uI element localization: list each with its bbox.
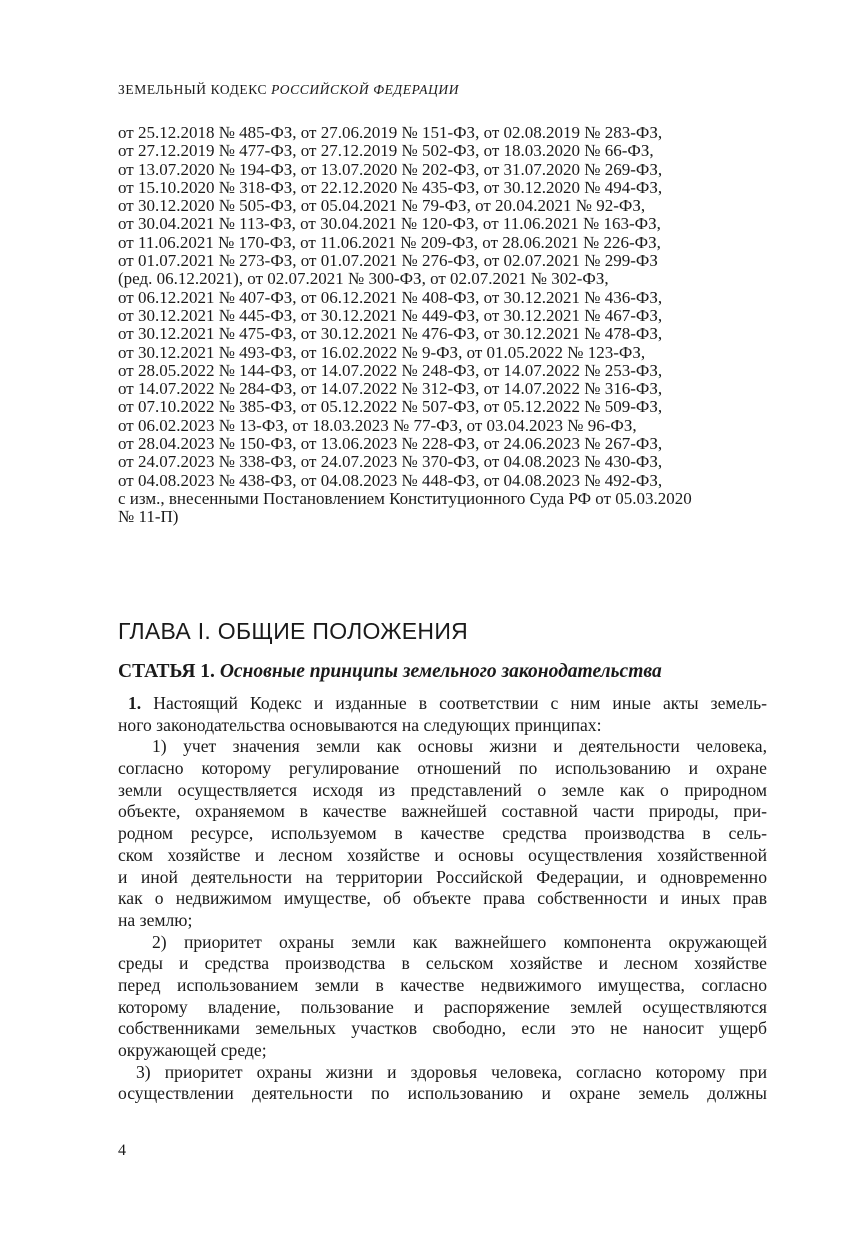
- list-item-line: собственниками земельных участков свободно, если это не наносит ущерб: [118, 1018, 767, 1039]
- amendment-line: от 30.12.2021 № 493-ФЗ, от 16.02.2022 № 9-ФЗ, от 01.05.2022 № 123-ФЗ,: [118, 342, 646, 362]
- article-body: [118, 693, 767, 1105]
- amendments-list: [118, 124, 758, 527]
- amendment-line: № 11-П): [118, 507, 179, 527]
- article-heading: [118, 661, 662, 683]
- list-item-line: родном ресурсе, используемом в качестве средства производства в сель-: [118, 823, 767, 844]
- article-title: Основные принципы земельного законодательства: [219, 661, 662, 682]
- list-item-line: 2) приоритет охраны земли как важнейшего компонента окружающей: [152, 931, 767, 952]
- amendment-line: от 14.07.2022 № 284-ФЗ, от 14.07.2022 № 312-ФЗ, от 14.07.2022 № 316-ФЗ,: [118, 379, 663, 399]
- running-header-caps: ЗЕМЕЛЬНЫЙ КОДЕКС: [118, 82, 272, 97]
- list-item-line: на землю;: [118, 909, 193, 930]
- amendment-line: от 27.12.2019 № 477-ФЗ, от 27.12.2019 № 502-ФЗ, от 18.03.2020 № 66-ФЗ,: [118, 141, 654, 161]
- amendment-line: от 06.02.2023 № 13-ФЗ, от 18.03.2023 № 77-ФЗ, от 03.04.2023 № 96-ФЗ,: [118, 415, 637, 435]
- paragraph-number: 1.: [128, 693, 142, 713]
- amendment-line: от 15.10.2020 № 318-ФЗ, от 22.12.2020 № 435-ФЗ, от 30.12.2020 № 494-ФЗ,: [118, 177, 663, 197]
- amendment-line: от 01.07.2021 № 273-ФЗ, от 01.07.2021 № 276-ФЗ, от 02.07.2021 № 299-ФЗ: [118, 251, 658, 271]
- running-header-italic: РОССИЙСКОЙ ФЕДЕРАЦИИ: [271, 82, 460, 97]
- list-item-line: которому владение, пользование и распоряжение землей осуществляются: [118, 996, 767, 1017]
- amendment-line: от 04.08.2023 № 438-ФЗ, от 04.08.2023 № 448-ФЗ, от 04.08.2023 № 492-ФЗ,: [118, 470, 663, 490]
- amendment-line: от 30.12.2021 № 475-ФЗ, от 30.12.2021 № 476-ФЗ, от 30.12.2021 № 478-ФЗ,: [118, 324, 663, 344]
- list-item-line: среды и средства производства в сельском хозяйстве и лесном хозяйстве: [118, 953, 767, 974]
- amendment-line: от 30.12.2021 № 445-ФЗ, от 30.12.2021 № 449-ФЗ, от 30.12.2021 № 467-ФЗ,: [118, 305, 663, 325]
- amendment-line: от 06.12.2021 № 407-ФЗ, от 06.12.2021 № 408-ФЗ, от 30.12.2021 № 436-ФЗ,: [118, 287, 663, 307]
- list-item-line: осуществлении деятельности по использованию и охране земель должны: [118, 1083, 767, 1104]
- amendment-line: (ред. 06.12.2021), от 02.07.2021 № 300-ФЗ, от 02.07.2021 № 302-ФЗ,: [118, 269, 609, 289]
- list-item-line: и иной деятельности на территории Российской Федерации, и одновременно: [118, 866, 767, 887]
- amendment-line: от 11.06.2021 № 170-ФЗ, от 11.06.2021 № 209-ФЗ, от 28.06.2021 № 226-ФЗ,: [118, 232, 661, 252]
- list-item-line: перед использованием земли в качестве недвижимого имущества, согласно: [118, 974, 767, 995]
- list-item-line: окружающей среде;: [118, 1040, 267, 1060]
- list-item-line: согласно которому регулирование отношений по использованию и охране: [118, 758, 767, 779]
- paragraph-text: Настоящий Кодекс и изданные в соответствии с ним иные акты земель-: [141, 693, 767, 713]
- list-item-line: объекте, охраняемом в качестве важнейшей составной части природы, при-: [118, 801, 767, 822]
- amendment-line: от 13.07.2020 № 194-ФЗ, от 13.07.2020 № 202-ФЗ, от 31.07.2020 № 269-ФЗ,: [118, 159, 663, 179]
- list-item-line: земли осуществляется исходя из представлений о земле как о природном: [118, 779, 767, 800]
- list-item-line: как о недвижимом имуществе, об объекте права собственности и иных прав: [118, 888, 767, 909]
- list-item-line: 3) приоритет охраны жизни и здоровья человека, согласно которому при: [136, 1061, 767, 1082]
- amendment-line: от 24.07.2023 № 338-ФЗ, от 24.07.2023 № 370-ФЗ, от 04.08.2023 № 430-ФЗ,: [118, 452, 663, 472]
- amendment-line: от 30.04.2021 № 113-ФЗ, от 30.04.2021 № 120-ФЗ, от 11.06.2021 № 163-ФЗ,: [118, 214, 661, 234]
- amendment-line: от 28.05.2022 № 144-ФЗ, от 14.07.2022 № 248-ФЗ, от 14.07.2022 № 253-ФЗ,: [118, 360, 663, 380]
- paragraph-line: [118, 693, 767, 715]
- amendment-line: от 28.04.2023 № 150-ФЗ, от 13.06.2023 № 228-ФЗ, от 24.06.2023 № 267-ФЗ,: [118, 434, 663, 454]
- paragraph-line: ного законодательства основываются на следующих принципах:: [118, 714, 602, 735]
- amendment-line: от 30.12.2020 № 505-ФЗ, от 05.04.2021 № 79-ФЗ, от 20.04.2021 № 92-ФЗ,: [118, 196, 646, 216]
- amendment-line: от 25.12.2018 № 485-ФЗ, от 27.06.2019 № 151-ФЗ, от 02.08.2019 № 283-ФЗ,: [118, 123, 663, 142]
- list-item-line: ском хозяйстве и лесном хозяйстве и основы осуществления хозяйственной: [118, 844, 767, 865]
- amendment-line: от 07.10.2022 № 385-ФЗ, от 05.12.2022 № 507-ФЗ, от 05.12.2022 № 509-ФЗ,: [118, 397, 663, 417]
- article-number: СТАТЬЯ 1.: [118, 661, 220, 682]
- chapter-title: ГЛАВА I. ОБЩИЕ ПОЛОЖЕНИЯ: [118, 618, 469, 644]
- page-number: 4: [118, 1142, 126, 1159]
- amendment-line: с изм., внесенными Постановлением Конституционного Суда РФ от 05.03.2020: [118, 488, 692, 508]
- running-header: [118, 82, 459, 98]
- list-item-line: 1) учет значения земли как основы жизни и деятельности человека,: [152, 736, 767, 757]
